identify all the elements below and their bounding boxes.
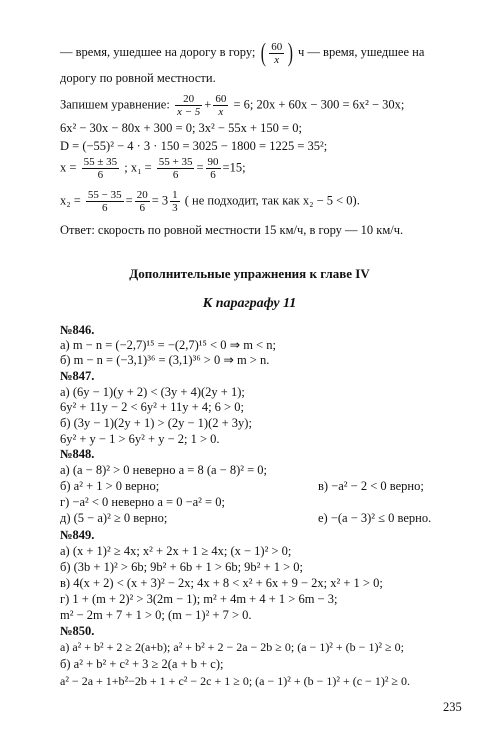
line1-text-b: ч — время, ушедшее на: [298, 44, 425, 59]
x2-note: ( не подходит, так как x₂ − 5 < 0).: [184, 193, 360, 208]
fraction-60-over-x-2: $\frac{60}{x}$: [215, 93, 227, 118]
text-line-flat-road: дорогу по ровной местности.: [60, 71, 216, 85]
problem-847-b2: 6y² + y − 1 > 6y² + y − 2; 1 > 0.: [60, 432, 220, 446]
problem-847-a2: 6y² + 11y − 2 < 6y² + 11y + 4; 6 > 0;: [60, 400, 244, 414]
text-line-time-uphill: [60, 40, 424, 66]
x1-result: =15;: [222, 160, 246, 175]
problem-848-a: а) (a − 8)² > 0 неверно a = 8 (a − 8)² = 0;: [60, 463, 268, 477]
problem-848-d-row: [60, 511, 432, 525]
problem-850-heading: №850.: [60, 624, 95, 638]
equals-sign: =: [196, 160, 204, 175]
problem-848-b-row: [60, 479, 424, 493]
problem-849-a: а) (x + 1)² ≥ 4x; x² + 2x + 1 ≥ 4x; (x − 1)² > 0;: [60, 544, 292, 558]
subsection-title: К параграфу 11: [202, 296, 297, 311]
roots-line: [60, 156, 246, 181]
problem-850-b2: a² − 2a + 1+b²−2b + 1 + c² − 2c + 1 ≥ 0; (a − 1)² + (b − 1)² + (c − 1)² ≥ 0.: [60, 674, 411, 688]
problem-848-b: б) a² + 1 > 0 верно;: [60, 479, 160, 493]
problem-849-b: б) (3b + 1)² > 6b; 9b² + 6b + 1 > 6b; 9b² + 1 > 0;: [60, 560, 303, 574]
equation-line: [60, 93, 404, 118]
problem-847-b: б) (3y − 1)(2y + 1) > (2y − 1)(2 + 3y);: [60, 416, 252, 430]
fraction-90-over-6: $\frac{90}{6}$: [207, 156, 219, 181]
problem-848-v: в) −a² − 2 < 0 верно;: [318, 479, 424, 493]
paren-right: ): [287, 38, 294, 67]
paren-left: (: [260, 38, 266, 67]
problem-846-b: б) m − n = (−3,1)³⁶ = (3,1)³⁶ > 0 ⇒ m > n.: [60, 353, 270, 367]
problem-847-heading: №847.: [60, 369, 95, 383]
fraction-60-over-x: $\frac{60}{x}$: [271, 40, 283, 66]
equals-three: = 3: [151, 193, 169, 208]
page-number: 235: [443, 700, 462, 714]
fraction-55pm35-over-6: $\frac{55 \pm 35}{6}$: [83, 156, 118, 181]
fraction-55p35-over-6: $\frac{55 + 35}{6}$: [158, 156, 193, 181]
problem-848-e: е) −(a − 3)² ≤ 0 верно.: [318, 511, 432, 525]
problem-847-a: а) (6y − 1)(y + 2) < (3y + 4)(2y + 1);: [60, 385, 245, 399]
plus-sign: +: [204, 97, 212, 112]
section-title: Дополнительные упражнения к главе IV: [129, 266, 370, 281]
problem-850-b: б) a² + b² + c² + 3 ≥ 2(a + b + c);: [60, 657, 224, 671]
fraction-20-over-6: $\frac{20}{6}$: [136, 189, 148, 214]
quadratic-line: 6x² − 30x − 80x + 300 = 0; 3x² − 55x + 150 = 0;: [60, 121, 302, 135]
x2-lhs: x₂ =: [60, 193, 81, 208]
problem-846-a: а) m − n = (−2,7)¹⁵ = −(2,7)¹⁵ < 0 ⇒ m < n;: [60, 338, 276, 352]
fraction-55m35-over-6: $\frac{55 - 35}{6}$: [87, 189, 122, 214]
problem-848-g: г) −a² < 0 неверно a = 0 −a² = 0;: [60, 495, 225, 509]
problem-848-heading: №848.: [60, 447, 95, 461]
problem-848-d: д) (5 − a)² ≥ 0 верно;: [60, 511, 168, 525]
x-lhs: x =: [60, 160, 77, 175]
fraction-20-over-x-5: $\frac{20}{x - 5}$: [176, 93, 201, 118]
discriminant-line: D = (−55)² − 4 · 3 · 150 = 3025 − 1800 = 1225 = 35²;: [60, 139, 328, 153]
problem-849-g2: m² − 2m + 7 + 1 > 0; (m − 1)² + 7 > 0.: [60, 608, 252, 622]
problem-849-heading: №849.: [60, 528, 95, 542]
problem-850-a: а) a² + b² + 2 ≥ 2(a+b); a² + b² + 2 − 2a − 2b ≥ 0; (a − 1)² + (b − 1)² ≥ 0;: [60, 640, 404, 654]
answer-line: Ответ: скорость по ровной местности 15 км/ч, в гору — 10 км/ч.: [60, 223, 404, 237]
problem-849-g: г) 1 + (m + 2)² > 3(2m − 1); m² + 4m + 4 + 1 > 6m − 3;: [60, 592, 338, 606]
fraction-1-over-3: $\frac{1}{3}$: [172, 189, 178, 214]
equation-rest: = 6; 20x + 60x − 300 = 6x² − 30x;: [233, 97, 405, 112]
second-root-line: [60, 189, 360, 214]
problem-846-heading: №846.: [60, 323, 95, 337]
equals-sign-2: =: [125, 193, 133, 208]
x1-lhs: ; x₁ =: [124, 160, 152, 175]
equation-label: Запишем уравнение:: [60, 97, 170, 112]
problem-849-v: в) 4(x + 2) < (x + 3)² − 2x; 4x + 8 < x² + 6x + 9 − 2x; x² + 1 > 0;: [60, 576, 383, 590]
line1-text-a: — время, ушедшее на дорогу в гору;: [60, 44, 256, 59]
